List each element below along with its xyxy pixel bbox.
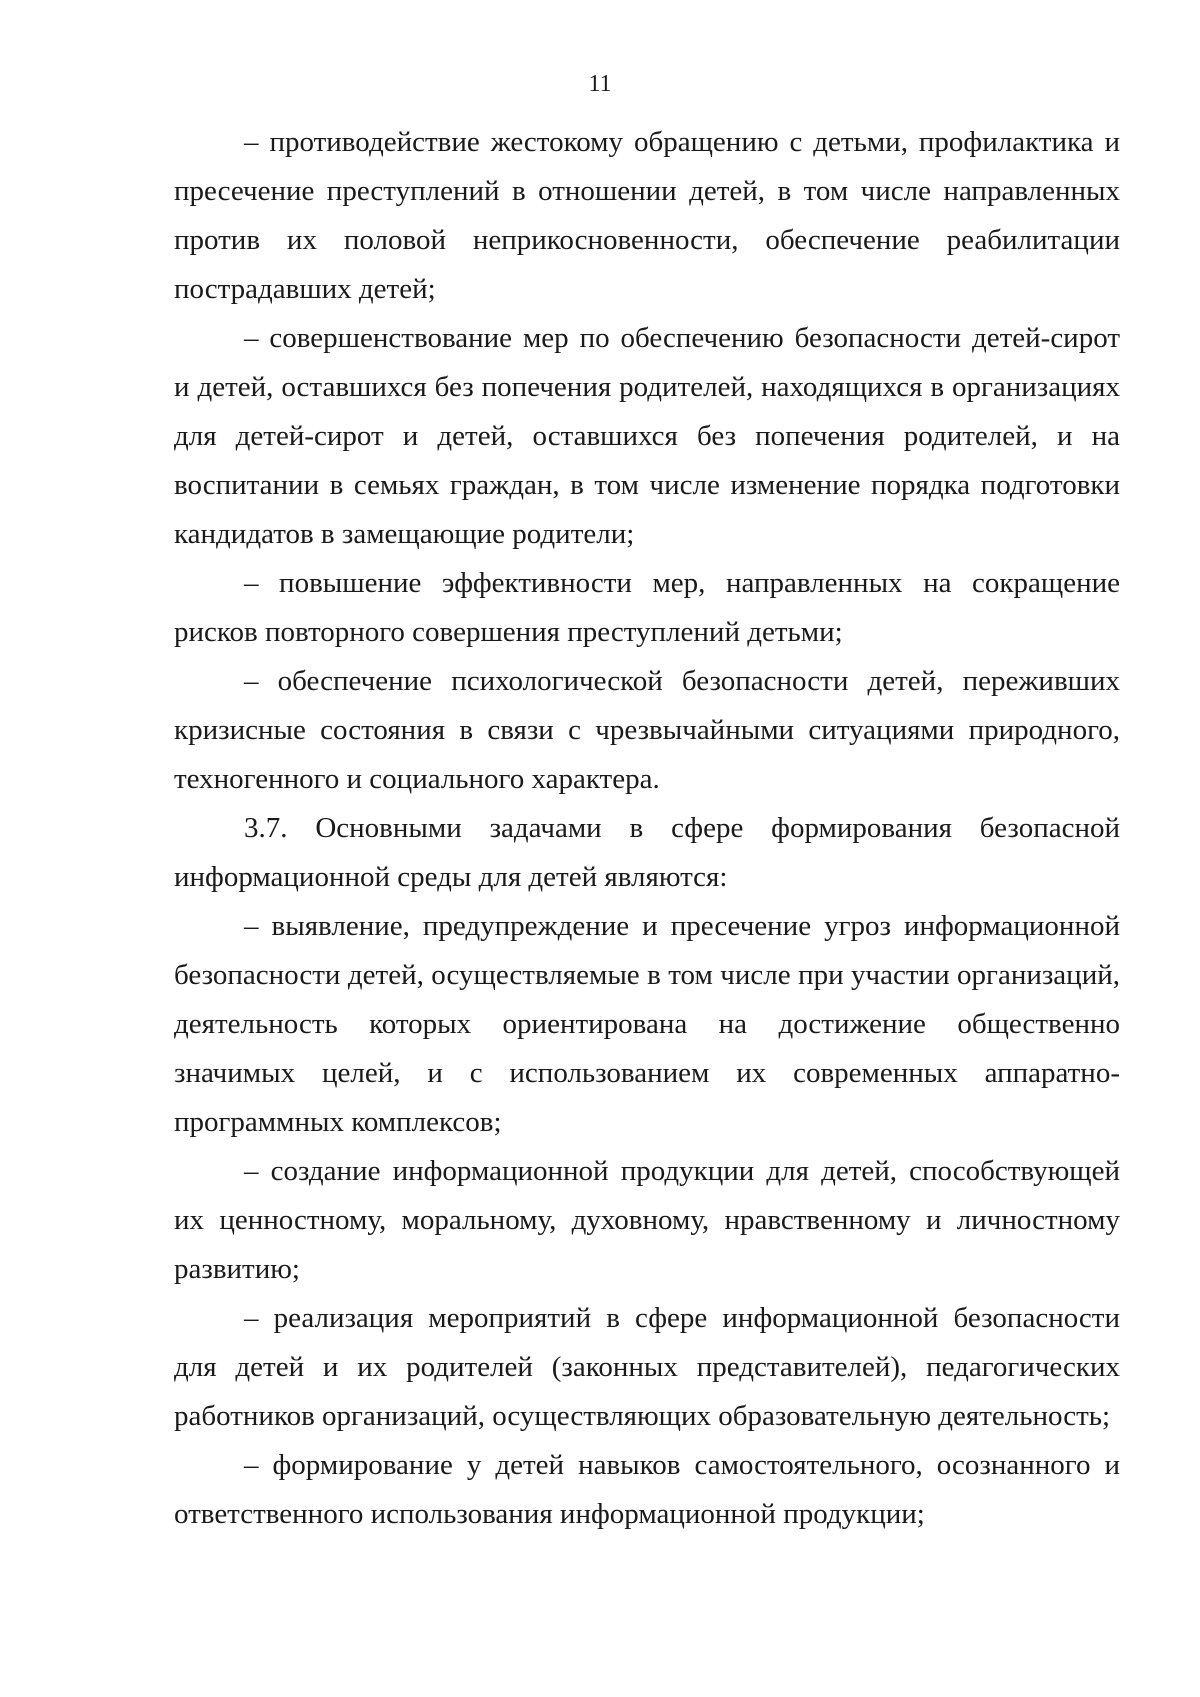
paragraph-information-security-events: – реализация мероприятий в сфере информационной безопасности для детей и их родителей (законных представителей), педагогических работников организаций, осуществляющих образовательную деятельность; [174, 1302, 1120, 1432]
paragraph-section-3-7: 3.7. Основными задачами в сфере формирования безопасной информационной среды для детей являются: [174, 812, 1120, 893]
paragraph-child-abuse-prevention: – противодействие жестокому обращению с детьми, профилактика и пресечение преступлений в отношении детей, в том числе направленных против их половой неприкосновенности, обеспечение реабилитации пострадавших детей; [174, 126, 1120, 305]
document-body [174, 118, 1120, 1539]
paragraph-reoffending-risk: – повышение эффективности мер, направленных на сокращение рисков повторного совершения преступлений детьми; [174, 567, 1120, 648]
paragraph-information-products: – создание информационной продукции для детей, способствующей их ценностному, моральному, духовному, нравственному и личностному развитию; [174, 1155, 1120, 1285]
paragraph-psychological-safety: – обеспечение психологической безопасности детей, переживших кризисные состояния в связи с чрезвычайными ситуациями природного, техногенного и социального характера. [174, 665, 1120, 795]
paragraph-responsible-use-skills: – формирование у детей навыков самостоятельного, осознанного и ответственного использования информационной продукции; [174, 1449, 1120, 1530]
page-number: 11 [588, 71, 612, 97]
paragraph-orphan-safety: – совершенствование мер по обеспечению безопасности детей-сирот и детей, оставшихся без попечения родителей, находящихся в организациях для детей-сирот и детей, оставшихся без попечения родителей, и на воспитании в семьях граждан, в том числе изменение порядка подготовки кандидатов в замещающие родители; [174, 322, 1120, 550]
paragraph-information-threats: – выявление, предупреждение и пресечение угроз информационной безопасности детей, осуществляемые в том числе при участии организаций, деятельность которых ориентирована на достижение общественно значимых целей, и с использованием их современных аппаратно-программных комплексов; [174, 910, 1120, 1138]
